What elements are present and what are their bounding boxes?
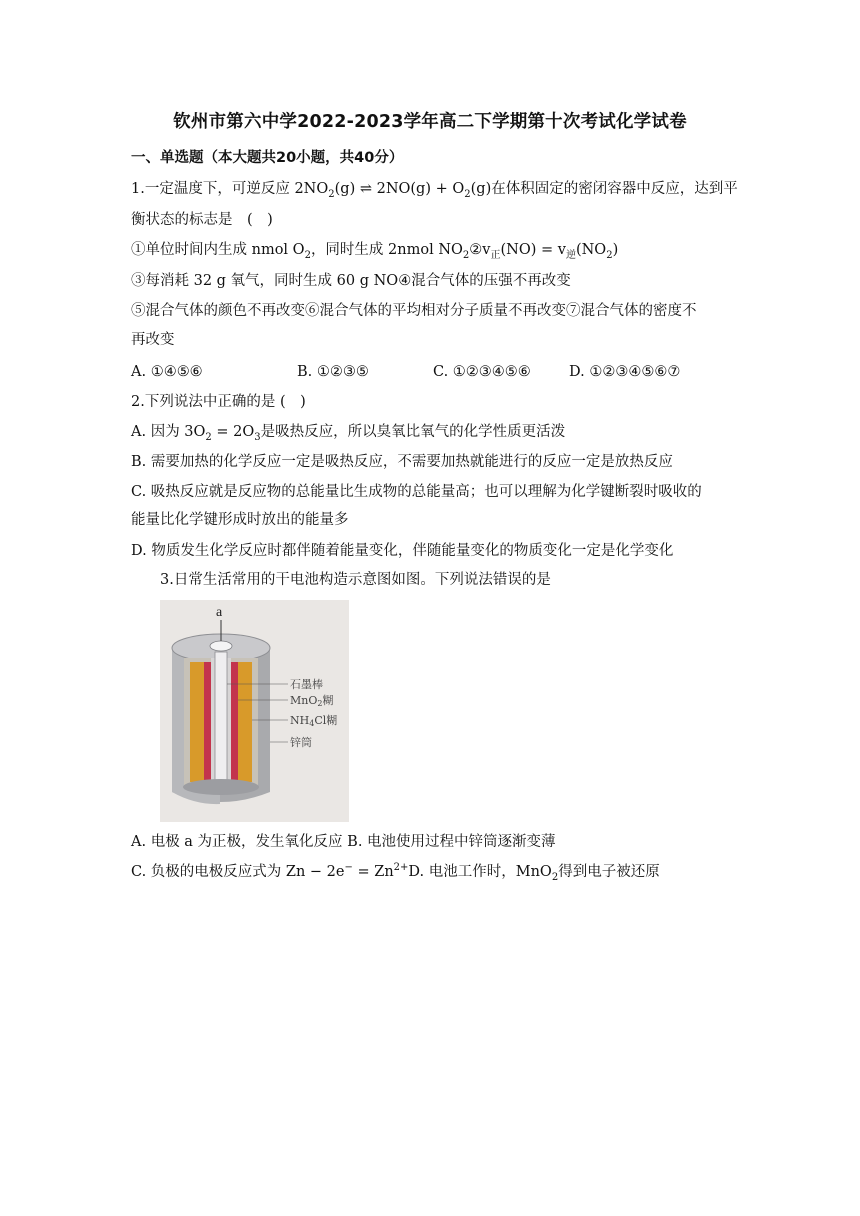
mno2-paste-left	[204, 662, 211, 782]
electrode-label-a: a	[216, 605, 223, 620]
mno2-paste-right	[231, 662, 238, 782]
label-zinc-can: 锌筒	[290, 736, 312, 749]
label-graphite-rod: 石墨棒	[290, 678, 323, 691]
q1-option-d[interactable]: D. ①②③④⑤⑥⑦	[569, 364, 681, 380]
label-mno2-paste: MnO2糊	[290, 694, 334, 708]
section-heading: 一、单选题（本大题共20小题，共40分）	[131, 150, 404, 166]
q2-option-c-line1[interactable]: C. 吸热反应就是反应物的总能量比生成物的总能量高；也可以理解为化学键断裂时吸收的	[131, 484, 702, 500]
q2-option-c-line2: 能量比化学键形成时放出的能量多	[131, 512, 349, 528]
q3-options-c-d[interactable]: C. 负极的电极反应式为 $Zn - 2e^- = Zn^{2+}D$. 电池工作时，MnO$_2$得到电子被还原	[131, 862, 660, 883]
dry-cell-battery-diagram	[160, 600, 349, 822]
q1-option-a[interactable]: A. ①④⑤⑥	[131, 364, 203, 380]
page-title: 钦州市第六中学2022-2023学年高二下学期第十次考试化学试卷	[173, 112, 687, 132]
graphite-rod	[215, 652, 227, 784]
q2-option-b[interactable]: B. 需要加热的化学反应一定是吸热反应，不需要加热就能进行的反应一定是放热反应	[131, 454, 673, 470]
q3-stem: 3.日常生活常用的干电池构造示意图如图。下列说法错误的是	[160, 572, 551, 588]
q3-options-a-b[interactable]: A. 电极 a 为正极，发生氧化反应 B. 电池使用过程中锌筒逐渐变薄	[131, 834, 556, 850]
q1-option-b[interactable]: B. ①②③⑤	[297, 364, 369, 380]
q1-statement-3-4: ③每消耗 32 g 氧气，同时生成 60 g NO④混合气体的压强不再改变	[131, 273, 571, 289]
q1-option-c[interactable]: C. ①②③④⑤⑥	[433, 364, 531, 380]
q2-option-d[interactable]: D. 物质发生化学反应时都伴随着能量变化，伴随能量变化的物质变化一定是化学变化	[131, 543, 674, 559]
q1-stem-line2: 衡状态的标志是 ( )	[131, 212, 273, 228]
q2-stem: 2.下列说法中正确的是 ( )	[131, 394, 306, 410]
rod-cap	[210, 641, 232, 651]
q1-stem-line1: 1.一定温度下，可逆反应 $2NO_2(g)$ ⇌ $2NO(g) + O_2(g)$在体积固定的密闭容器中反应，达到平	[131, 181, 738, 200]
q1-statement-7-cont: 再改变	[131, 332, 175, 348]
q1-statement-1-2: ①单位时间内生成 nmol $O_2$，同时生成 2nmol $NO_2②v_正(NO) = v_逆(NO_2)$	[131, 242, 619, 261]
label-nh4cl-paste: NH4Cl糊	[290, 714, 338, 728]
q1-statement-5-7: ⑤混合气体的颜色不再改变⑥混合气体的平均相对分子质量不再改变⑦混合气体的密度不	[131, 303, 697, 319]
q2-option-a[interactable]: A. 因为 $3O_2 = 2O_3$是吸热反应，所以臭氧比氧气的化学性质更活泼	[131, 424, 566, 443]
